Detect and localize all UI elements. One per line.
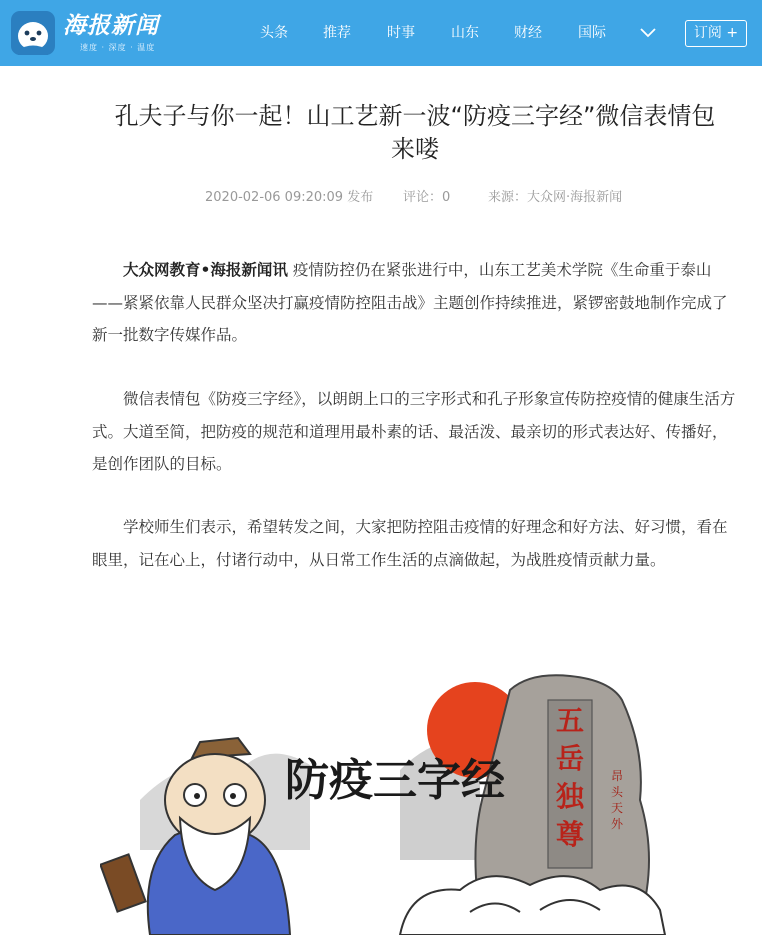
stone-inscription-char: 五 [555,704,585,737]
article-paragraph: 学校师生们表示，希望转发之间，大家把防控阻击疫情的好理念和好方法、好习惯，看在眼里，记在心上，付诸行动中，从日常工作生活的点滴做起，为战胜疫情贡献力量。 [92,518,728,569]
site-slogan: 速度 · 深度 · 温度 [80,43,156,52]
nav-item-current-affairs[interactable]: 时事 [387,25,415,41]
article-source: 来源：大众网·海报新闻 [488,190,623,205]
stone-inscription-char: 独 [555,780,585,813]
nav-item-shandong[interactable]: 山东 [451,25,479,41]
article-title-line-1: 孔夫子与你一起！山工艺新一波“防疫三字经”微信表情包 [114,102,716,130]
bamboo-scroll-shape [100,854,145,911]
stone-small-char: 头 [610,785,624,799]
comment-count[interactable]: 评论：0 [403,190,451,205]
nav-item-headlines[interactable]: 头条 [260,25,288,41]
banner-title: 防疫三字经 [285,755,505,806]
nav-item-international[interactable]: 国际 [578,25,606,41]
stone-small-char: 昂 [610,769,624,783]
nav-item-finance[interactable]: 财经 [514,25,542,41]
article-paragraph: 微信表情包《防疫三字经》，以朗朗上口的三字形式和孔子形象宣传防控疫情的健康生活方式。大道至简，把防疫的规范和道理用最朴素的话、最活泼、最亲切的形式表达好、传播好，是创作团队的目标。 [92,390,736,473]
stone-small-char: 天 [610,801,624,815]
top-nav-bar [0,0,762,66]
article-paragraph [92,254,742,352]
paragraph-lead: 大众网教育•海报新闻讯 [123,261,288,279]
article-illustration [100,650,670,935]
stone-inscription-char: 尊 [555,818,585,851]
seal-logo-icon[interactable] [11,11,55,55]
paragraph-text: 疫情防控仍在紧张进行中，山东工艺美术学院《生命重于泰山——紧紧依靠人民群众坚决打赢疫情防控阻击战》主题创作持续推进，紧锣密鼓地制作完成了新一批数字传媒作品。 [92,261,728,344]
cloud-shape [400,876,665,935]
article-title-line-2: 来喽 [391,135,439,163]
face-shape [165,754,265,846]
subscribe-button[interactable]: 订阅 + [685,20,747,47]
site-logo-text[interactable]: 海报新闻 [63,13,159,39]
stone-inscription-char: 岳 [555,742,585,775]
chevron-down-icon[interactable] [640,26,656,40]
publish-time: 2020-02-06 09:20:09 发布 [205,190,374,205]
article-title [80,100,750,166]
nav-item-recommended[interactable]: 推荐 [323,25,351,41]
stone-small-char: 外 [610,817,624,831]
